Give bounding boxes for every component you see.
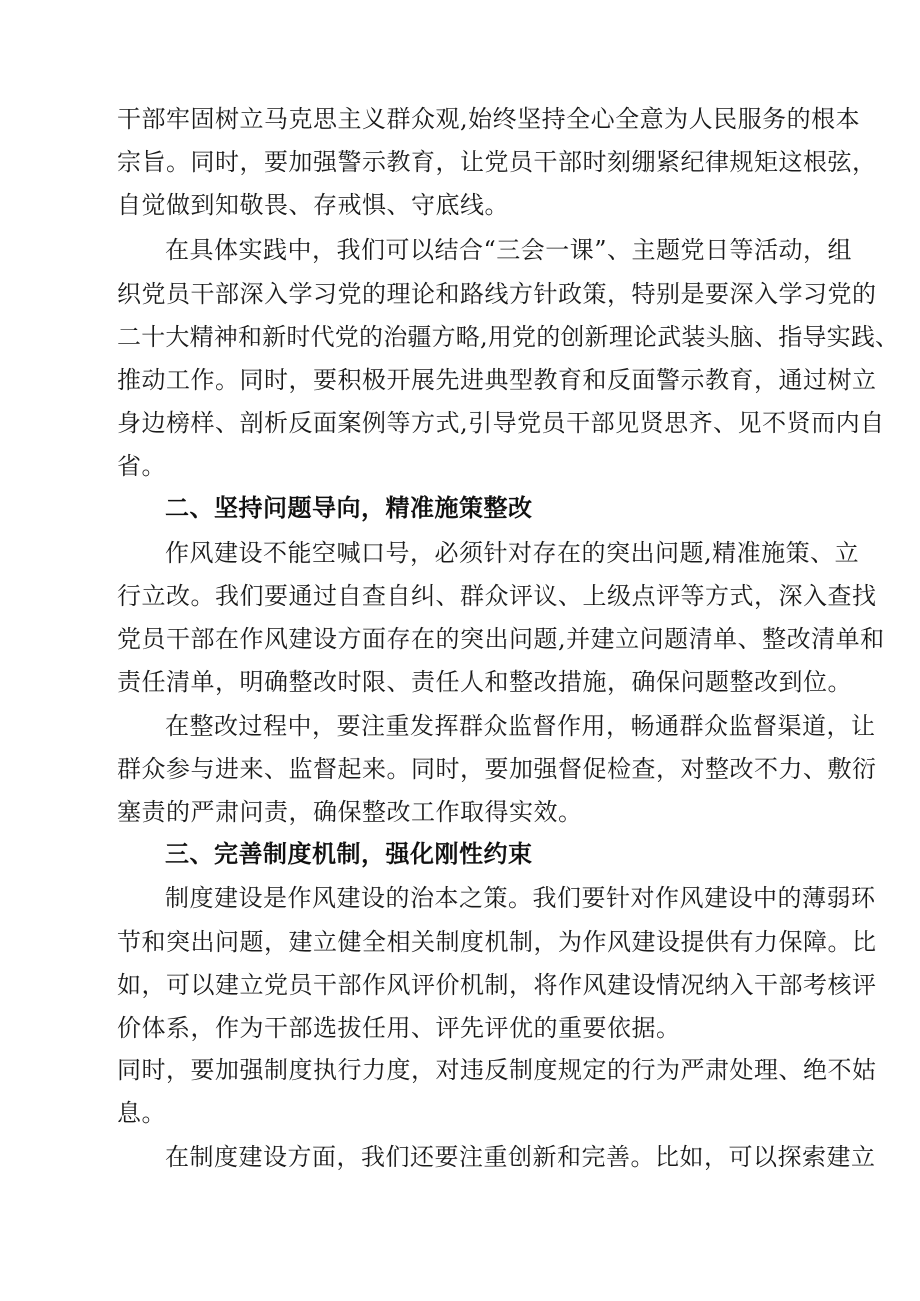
text-line: 宗旨。同时，要加强警示教育，让党员干部时刻绷紧纪律规矩这根弦， (117, 148, 877, 176)
text-line: 责任清单，明确整改时限、责任人和整改措施，确保问题整改到位。 (117, 668, 852, 696)
section-heading: 三、完善制度机制，强化刚性约束 (165, 840, 533, 868)
text-line: 如，可以建立党员干部作风评价机制，将作风建设情况纳入干部考核评 (117, 971, 877, 999)
text-line: 二十大精神和新时代党的治疆方略,用党的创新理论武装头脑、指导实践、 (117, 323, 900, 351)
text-line: 价体系，作为干部选拔任用、评先评优的重要依据。 (117, 1014, 681, 1042)
text-line: 同时，要加强制度执行力度，对违反制度规定的行为严肃处理、绝不姑 (117, 1056, 877, 1084)
text-line: 在整改过程中，要注重发挥群众监督作用，畅通群众监督渠道，让 (165, 712, 876, 740)
text-line: 织党员干部深入学习党的理论和路线方针政策，特别是要深入学习党的 (117, 280, 877, 308)
text-line: 党员干部在作风建设方面存在的突出问题,并建立问题清单、整改清单和 (117, 625, 885, 653)
text-line: 在制度建设方面，我们还要注重创新和完善。比如，可以探索建立 (165, 1143, 876, 1171)
section-heading: 二、坚持问题导向，精准施策整改 (165, 494, 533, 522)
text-line: 推动工作。同时，要积极开展先进典型教育和反面警示教育，通过树立 (117, 366, 877, 394)
text-line: 行立改。我们要通过自查自纠、群众评议、上级点评等方式，深入查找 (117, 582, 877, 610)
text-line: 节和突出问题，建立健全相关制度机制，为作风建设提供有力保障。比 (117, 928, 877, 956)
text-line: 群众参与进来、监督起来。同时，要加强督促检查，对整改不力、敷衍 (117, 755, 877, 783)
text-line: 省。 (117, 452, 166, 480)
text-line: 在具体实践中，我们可以结合“三会一课”、主题党日等活动，组 (165, 236, 853, 264)
text-line: 作风建设不能空喊口号，必须针对存在的突出问题,精准施策、立 (165, 539, 860, 567)
text-line: 干部牢固树立马克思主义群众观,始终坚持全心全意为人民服务的根本 (117, 105, 861, 133)
text-line: 息。 (117, 1099, 166, 1127)
text-line: 制度建设是作风建设的治本之策。我们要针对作风建设中的薄弱环 (165, 884, 876, 912)
text-line: 身边榜样、剖析反面案例等方式,引导党员干部见贤思齐、见不贤而内自 (117, 409, 885, 437)
text-line: 塞责的严肃问责，确保整改工作取得实效。 (117, 798, 583, 826)
text-line: 自觉做到知敬畏、存戒惧、守底线。 (117, 191, 509, 219)
